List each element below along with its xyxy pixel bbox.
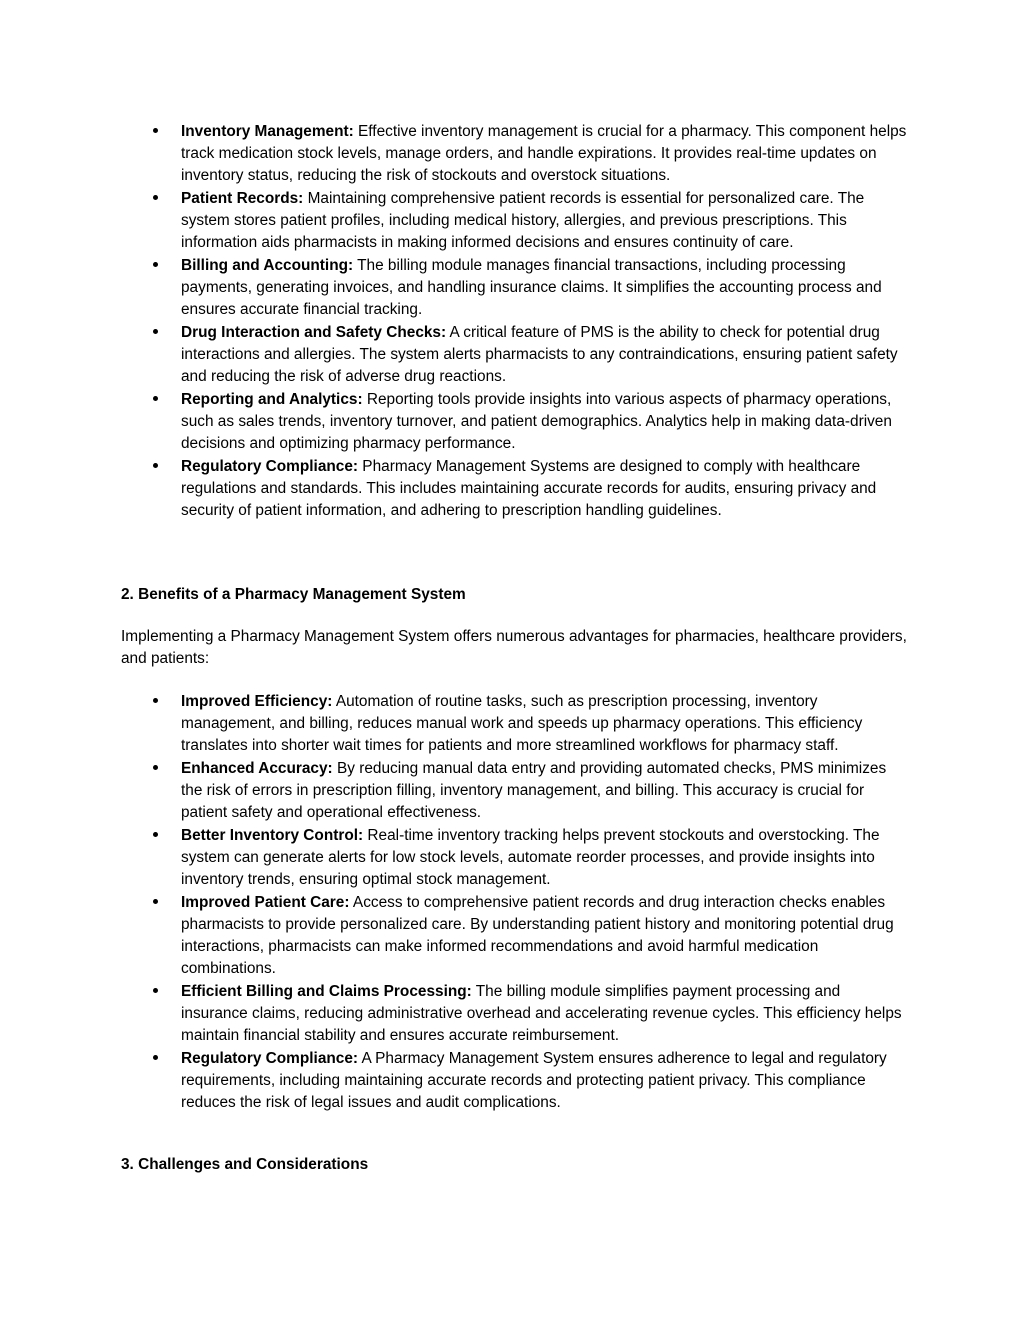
bullet-icon <box>148 456 162 478</box>
section-heading-challenges: 3. Challenges and Considerations <box>121 1156 369 1173</box>
list-item-term: Billing and Accounting: <box>181 257 354 274</box>
list-item-text: A critical feature of PMS is the ability to check for potential drug interactions and allergies. The system alerts pharmacists to any contraindications, ensuring patient safety and reducing the risk of adverse drug reactions. <box>181 324 898 385</box>
benefits-list <box>0 691 1024 1115</box>
list-item-text: Real-time inventory tracking helps prevent stockouts and overstocking. The system can generate alerts for low stock levels, automate reorder processes, and provide insights into inventory trends, ensuring optimal stock management. <box>181 827 880 888</box>
list-item-term: Drug Interaction and Safety Checks: <box>181 324 447 341</box>
list-item-text: Maintaining comprehensive patient records is essential for personalized care. The system stores patient profiles, including medical history, allergies, and previous prescriptions. This information aids pharmacists in making informed decisions and ensures continuity of care. <box>181 190 865 251</box>
list-item <box>0 825 1024 891</box>
list-item-text: Automation of routine tasks, such as prescription processing, inventory management, and billing, reduces manual work and speeds up pharmacy operations. This efficiency translates into shorter wait times for patients and more streamlined workflows for pharmacy staff. <box>181 693 863 754</box>
bullet-icon <box>148 758 162 780</box>
bullet-icon <box>148 255 162 277</box>
list-item-term: Better Inventory Control: <box>181 827 364 844</box>
list-item-term: Reporting and Analytics: <box>181 391 363 408</box>
list-item-term: Enhanced Accuracy: <box>181 760 333 777</box>
list-item <box>0 188 1024 254</box>
list-item-text: Access to comprehensive patient records and drug interaction checks enables pharmacists to provide personalized care. By understanding patient history and monitoring potential drug interactions, pharmacists can make informed recommendations and avoid harmful medication combinations. <box>181 894 894 977</box>
components-list <box>0 121 1024 523</box>
bullet-icon <box>148 892 162 914</box>
bullet-icon <box>148 389 162 411</box>
list-item-text: A Pharmacy Management System ensures adherence to legal and regulatory requirements, including maintaining accurate records and protecting patient privacy. This compliance reduces the risk of legal issues and audit complications. <box>181 1050 887 1111</box>
list-item-term: Improved Patient Care: <box>181 894 350 911</box>
list-item <box>0 758 1024 824</box>
bullet-icon <box>148 121 162 143</box>
list-item-text: The billing module simplifies payment processing and insurance claims, reducing administrative overhead and accelerating revenue cycles. This efficiency helps maintain financial stability and ensures accurate reimbursement. <box>181 983 902 1044</box>
bullet-icon <box>148 981 162 1003</box>
list-item <box>0 892 1024 980</box>
bullet-icon <box>148 1048 162 1070</box>
bullet-icon <box>148 188 162 210</box>
list-item-term: Efficient Billing and Claims Processing: <box>181 983 472 1000</box>
section-heading-benefits: 2. Benefits of a Pharmacy Management System <box>121 586 466 603</box>
list-item-term: Patient Records: <box>181 190 304 207</box>
list-item-text: By reducing manual data entry and providing automated checks, PMS minimizes the risk of errors in prescription filling, inventory management, and billing. This accuracy is crucial for patient safety and operational effectiveness. <box>181 760 887 821</box>
list-item-term: Regulatory Compliance: <box>181 458 359 475</box>
list-item <box>0 456 1024 522</box>
list-item <box>0 1048 1024 1114</box>
list-item <box>0 255 1024 321</box>
list-item-text: Pharmacy Management Systems are designed to comply with healthcare regulations and standards. This includes maintaining accurate records for audits, ensuring privacy and security of patient information, and adhering to prescription handling guidelines. <box>181 458 877 519</box>
section-intro-paragraph: Implementing a Pharmacy Management System offers numerous advantages for pharmacies, healthcare providers, and patients: <box>121 628 907 667</box>
list-item-text: Effective inventory management is crucial for a pharmacy. This component helps track medication stock levels, manage orders, and handle expirations. It provides real-time updates on inventory status, reducing the risk of stockouts and overstock situations. <box>181 123 907 184</box>
list-item-term: Regulatory Compliance: <box>181 1050 359 1067</box>
list-item-text: The billing module manages financial transactions, including processing payments, generating invoices, and handling insurance claims. It simplifies the accounting process and ensures accurate financial tracking. <box>181 257 882 318</box>
list-item <box>0 322 1024 388</box>
bullet-icon <box>148 322 162 344</box>
list-item <box>0 691 1024 757</box>
list-item-term: Improved Efficiency: <box>181 693 333 710</box>
list-item <box>0 389 1024 455</box>
bullet-icon <box>148 825 162 847</box>
list-item <box>0 981 1024 1047</box>
list-item-term: Inventory Management: <box>181 123 354 140</box>
bullet-icon <box>148 691 162 713</box>
list-item-text: Reporting tools provide insights into various aspects of pharmacy operations, such as sales trends, inventory turnover, and patient demographics. Analytics help in making data-driven decisions and optimizing pharmacy performance. <box>181 391 892 452</box>
list-item <box>0 121 1024 187</box>
